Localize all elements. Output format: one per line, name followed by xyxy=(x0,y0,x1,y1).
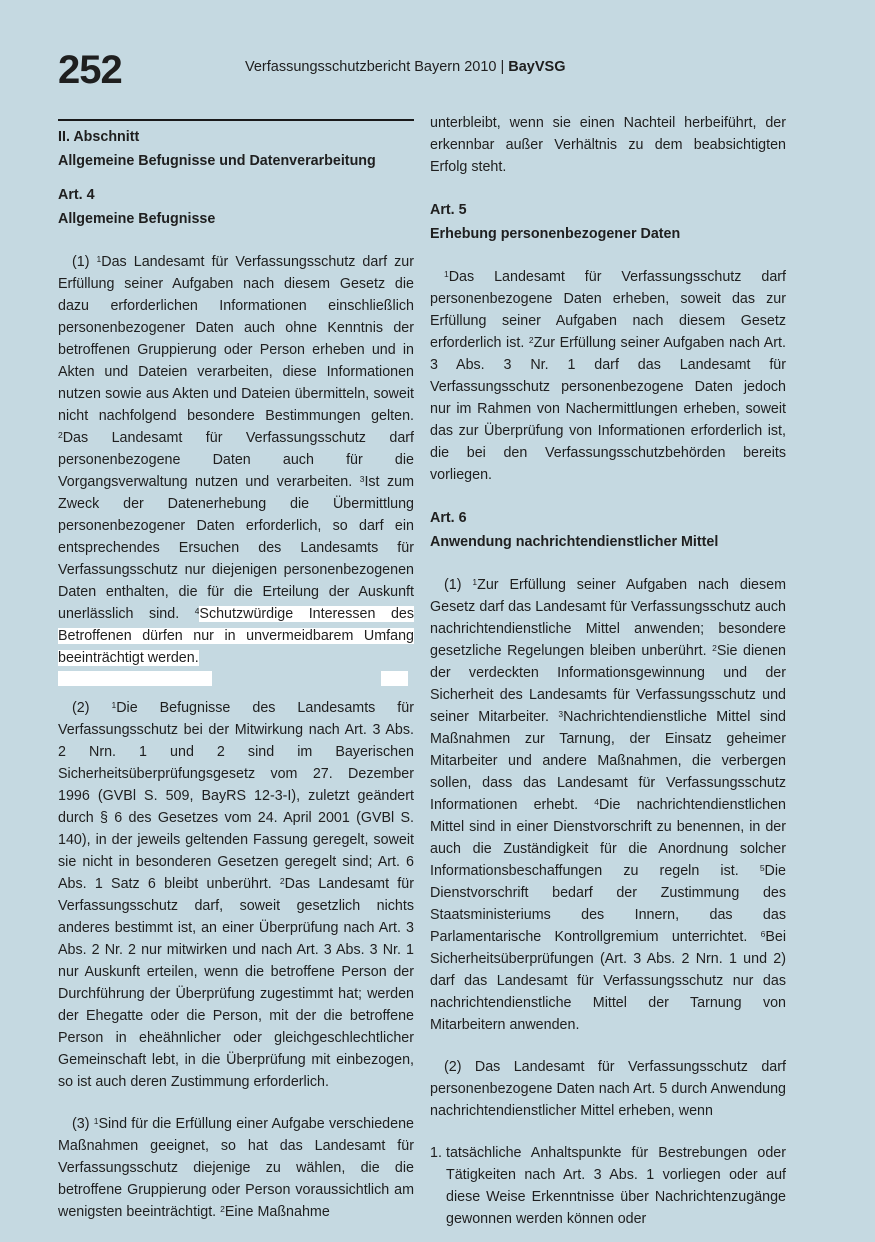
header-separator: | xyxy=(500,59,505,75)
left-column xyxy=(58,112,414,1223)
art4-paragraph-1: (1) $^1$Das Landesamt für Verfassungsschutz darf zur Erfüllung seiner Aufgaben nach diesem Gesetz die dazu erforderlichen Informationen einschließlich personenbezogener Daten auch ohne Kenntnis der betroffenen Gruppierung oder Person erheben und in Akten und Dateien verarbeiten, diese Informationen nutzen sowie aus Akten und Dateien übermitteln, soweit nicht nachfolgend besondere Bestimmungen gelten. $^2$Das Landesamt für Verfassungsschutz darf personenbezogene Daten auch für die Vorgangsverwaltung nutzen und verarbeiten. $^3$Ist zum Zweck der Datenerhebung die Übermittlung personenbezogener Daten erforderlich, so darf ein entsprechendes Ersuchen des Landesamts für Verfassungsschutz nur diejenigen personenbezogenen Daten enthalten, die für die Erteilung der Auskunft unerlässlich sind. $^4$Schutzwürdige Interessen des Betroffenen dürfen nur in unvermeidbarem Umfang beeinträchtigt werden. xyxy=(58,254,415,666)
list-item: 1. tatsächliche Anhaltspunkte für Bestrebungen oder Tätigkeiten nach Art. 3 Abs. 1 vorliegen oder auf diese Weise Erkenntnisse über Nachrichtenzugänge gewonnen werden können oder xyxy=(430,1145,786,1227)
highlighted-text: Schutzwürdige Interessen des Betroffenen dürfen nur in unvermeidbarem Umfang beeinträchtigt werden. xyxy=(58,606,414,666)
running-header xyxy=(245,60,566,75)
page-number: 252 xyxy=(58,48,122,92)
header-title: Verfassungsschutzbericht Bayern 2010 xyxy=(245,59,497,75)
art6-paragraph-2: (2) Das Landesamt für Verfassungsschutz darf personenbezogene Daten nach Art. 5 durch Anwendung nachrichtendienstlicher Mittel erheben, wenn xyxy=(430,1059,786,1119)
art5-title: Erhebung personenbezogener Daten xyxy=(430,226,681,242)
art4-continuation: unterbleibt, wenn sie einen Nachteil herbeiführt, der erkennbar außer Verhältnis zu dem beabsichtigten Erfolg steht. xyxy=(430,115,786,175)
header-law: BayVSG xyxy=(508,59,566,75)
redaction-bars xyxy=(58,669,414,691)
white-bar xyxy=(381,671,408,686)
art6-paragraph-1: (1) $^1$Zur Erfüllung seiner Aufgaben nach diesem Gesetz darf das Landesamt für Verfassungsschutz auch nachrichtendienstliche Mittel anwenden; besondere gesetzliche Regelungen bleiben unberührt. $^2$Sie dienen der verdeckten Informationsgewinnung und der Sicherheit des Landesamts für Verfassungsschutz und seiner Mitarbeiter. $^3$Nachrichtendienstliche Mittel sind Maßnahmen zur Tarnung, der Einsatz geheimer Mitarbeiter und andere Maßnahmen, die verbergen sollen, dass das Landesamt für Verfassungsschutz Informationen erhebt. $^4$Die nachrichtendienstlichen Mittel sind in einer Dienstvorschrift zu benennen, in der auch die Zuständigkeit für die Anordnung solcher Informationsbeschaffungen zu regeln ist. $^5$Die Dienstvorschrift bedarf der Zustimmung des Staatsministeriums des Innern, das das Parlamentarische Kontrollgremium unterrichtet. $^6$Bei Sicherheitsüberprüfungen (Art. 3 Abs. 2 Nrn. 1 und 2) darf das Landesamt für Verfassungsschutz nur das nachrichtendienstliche Mittel der Tarnung von Mitarbeitern anwenden. xyxy=(430,577,786,1033)
art5-paragraph: $^1$Das Landesamt für Verfassungsschutz darf personenbezogene Daten erheben, soweit das zur Erfüllung seiner Aufgaben nach diesem Gesetz erforderlich ist. $^2$Zur Erfüllung seiner Aufgaben nach Art. 3 Abs. 3 Nr. 1 darf das Landesamt für Verfassungsschutz personenbezogene Daten jedoch nur im Rahmen von Nachermittlungen erheben, soweit das zur Überprüfung von Informationen erforderlich ist, die bei den Verfassungsschutzbehörden bereits vorliegen. xyxy=(430,269,786,483)
art6-list xyxy=(430,1142,786,1230)
section-rule xyxy=(58,119,414,121)
art4-paragraph-3: (3) $^1$Sind für die Erfüllung einer Aufgabe verschiedene Maßnahmen geeignet, so hat das Landesamt für Verfassungsschutz diejenige zu wählen, die die betroffene Gruppierung oder Person voraussichtlich am wenigsten beeinträchtigt. $^2$Eine Maßnahme xyxy=(58,1116,414,1220)
art6-title: Anwendung nachrichtendienstlicher Mittel xyxy=(430,534,719,550)
art4-title: Allgemeine Befugnisse xyxy=(58,211,216,227)
art5-label: Art. 5 xyxy=(430,202,467,218)
section-title: Allgemeine Befugnisse und Datenverarbeitung xyxy=(58,153,376,169)
art4-paragraph-2: (2) $^1$Die Befugnisse des Landesamts für Verfassungsschutz bei der Mitwirkung nach Art. 3 Abs. 2 Nrn. 1 und 2 sind im Bayerischen Sicherheitsüberprüfungsgesetz vom 27. Dezember 1996 (GVBl S. 509, BayRS 12-3-I), zuletzt geändert durch § 6 des Gesetzes vom 24. April 2001 (GVBl S. 140), in der jeweils geltenden Fassung geregelt, soweit sie nicht in besonderen Gesetzen geregelt sind; Art. 6 Abs. 1 Satz 6 bleibt unberührt. $^2$Das Landesamt für Verfassungsschutz darf, soweit gesetzlich nichts anderes bestimmt ist, an einer Überprüfung nach Art. 3 Abs. 2 Nr. 2 nur mitwirken und nach Art. 3 Abs. 3 Nr. 1 nur Auskunft erteilen, wenn die betroffene Person der Durchführung der Überprüfung zugestimmt hat; werden der Ehegatte oder die Person, mit der die betroffene Person in eheähnlicher oder gleichgeschlechtlicher Gemeinschaft lebt, in die Überprüfung mit einbezogen, so ist auch deren Zustimmung erforderlich. xyxy=(58,700,414,1090)
art4-label: Art. 4 xyxy=(58,187,95,203)
white-bar xyxy=(58,671,212,686)
section-label: II. Abschnitt xyxy=(58,129,140,145)
right-column xyxy=(430,112,786,1230)
art6-label: Art. 6 xyxy=(430,510,467,526)
